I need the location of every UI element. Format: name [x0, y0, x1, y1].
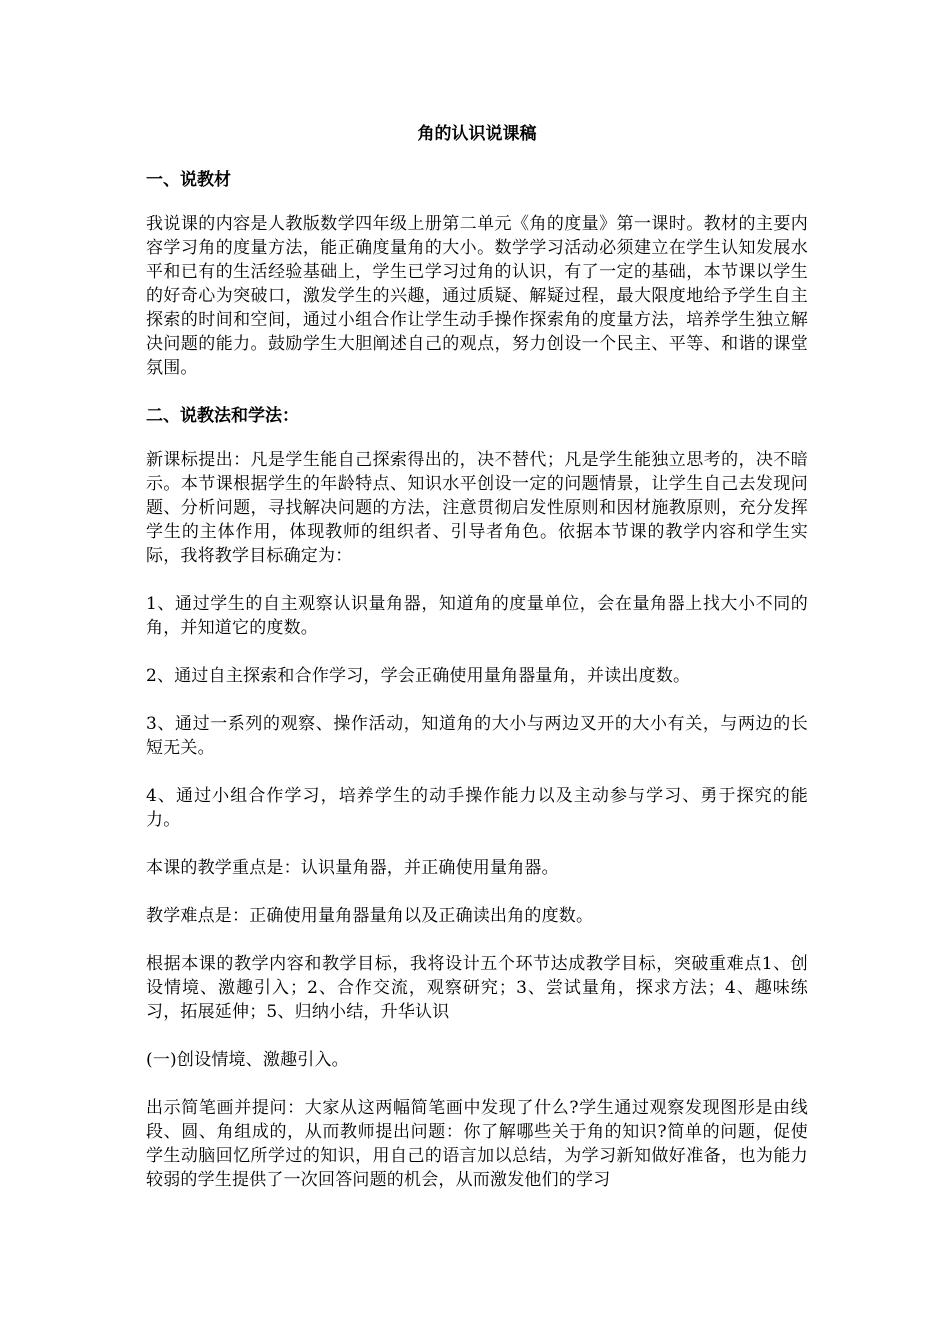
- paragraph-textbook: 我说课的内容是人教版数学四年级上册第二单元《角的度量》第一课时。教材的主要内容学习角的度量方法，能正确度量角的大小。数学学习活动必须建立在学生认知发展水平和已有的生活经验基础上，学生已学习过角的认识，有了一定的基础，本节课以学生的好奇心为突破口，激发学生的兴趣，通过质疑、解疑过程，最大限度地给予学生自主探索的时间和空间，通过小组合作让学生动手操作探索角的度量方法，培养学生独立解决问题的能力。鼓励学生大胆阐述自己的观点，努力创设一个民主、平等、和谐的课堂氛围。: [146, 214, 808, 378]
- document-body: [146, 122, 808, 1216]
- paragraph-curriculum-standard: 新课标提出：凡是学生能自己探索得出的，决不替代；凡是学生能独立思考的，决不暗示。本节课根据学生的年龄特点、知识水平创设一定的问题情景，让学生自己去发现问题、分析问题，寻找解决问题的方法，注意贯彻启发性原则和因材施教原则，充分发挥学生的主体作用，体现教师的组织者、引导者角色。依据本节课的教学内容和学生实际，我将教学目标确定为：: [146, 450, 808, 566]
- paragraph-goal-1: 1、通过学生的自主观察认识量角器，知道角的度量单位，会在量角器上找大小不同的角，并知道它的度数。: [146, 594, 808, 638]
- paragraph-goal-3: 3、通过一系列的观察、操作活动，知道角的大小与两边叉开的大小有关，与两边的长短无关。: [146, 714, 808, 758]
- paragraph-five-steps: 根据本课的教学内容和教学目标，我将设计五个环节达成教学目标，突破重难点1、创设情境、激趣引入；2、合作交流，观察研究；3、尝试量角，探求方法；4、趣味练习，拓展延伸；5、归纳小结，升华认识: [146, 954, 808, 1022]
- paragraph-difficult-point: 教学难点是：正确使用量角器量角以及正确读出角的度数。: [146, 906, 594, 926]
- document-title: 角的认识说课稿: [417, 124, 537, 144]
- paragraph-goal-2: 2、通过自主探索和合作学习，学会正确使用量角器量角，并读出度数。: [146, 666, 691, 686]
- paragraph-goal-4: 4、通过小组合作学习，培养学生的动手操作能力以及主动参与学习、勇于探究的能力。: [146, 786, 808, 830]
- paragraph-step-1-body: 出示简笔画并提问：大家从这两幅简笔画中发现了什么?学生通过观察发现图形是由线段、圆、角组成的，从而教师提出问题：你了解哪些关于角的知识?简单的问题，促使学生动脑回忆所学过的知识，用自己的语言加以总结，为学习新知做好准备，也为能力较弱的学生提供了一次回答问题的机会，从而激发他们的学习: [146, 1098, 808, 1190]
- paragraph-key-point: 本课的教学重点是：认识量角器，并正确使用量角器。: [146, 858, 559, 878]
- section-heading-textbook: 一、说教材: [146, 170, 231, 190]
- section-heading-methods: 二、说教法和学法：: [146, 406, 299, 426]
- paragraph-step-1-heading: (一)创设情境、激趣引入。: [146, 1050, 349, 1070]
